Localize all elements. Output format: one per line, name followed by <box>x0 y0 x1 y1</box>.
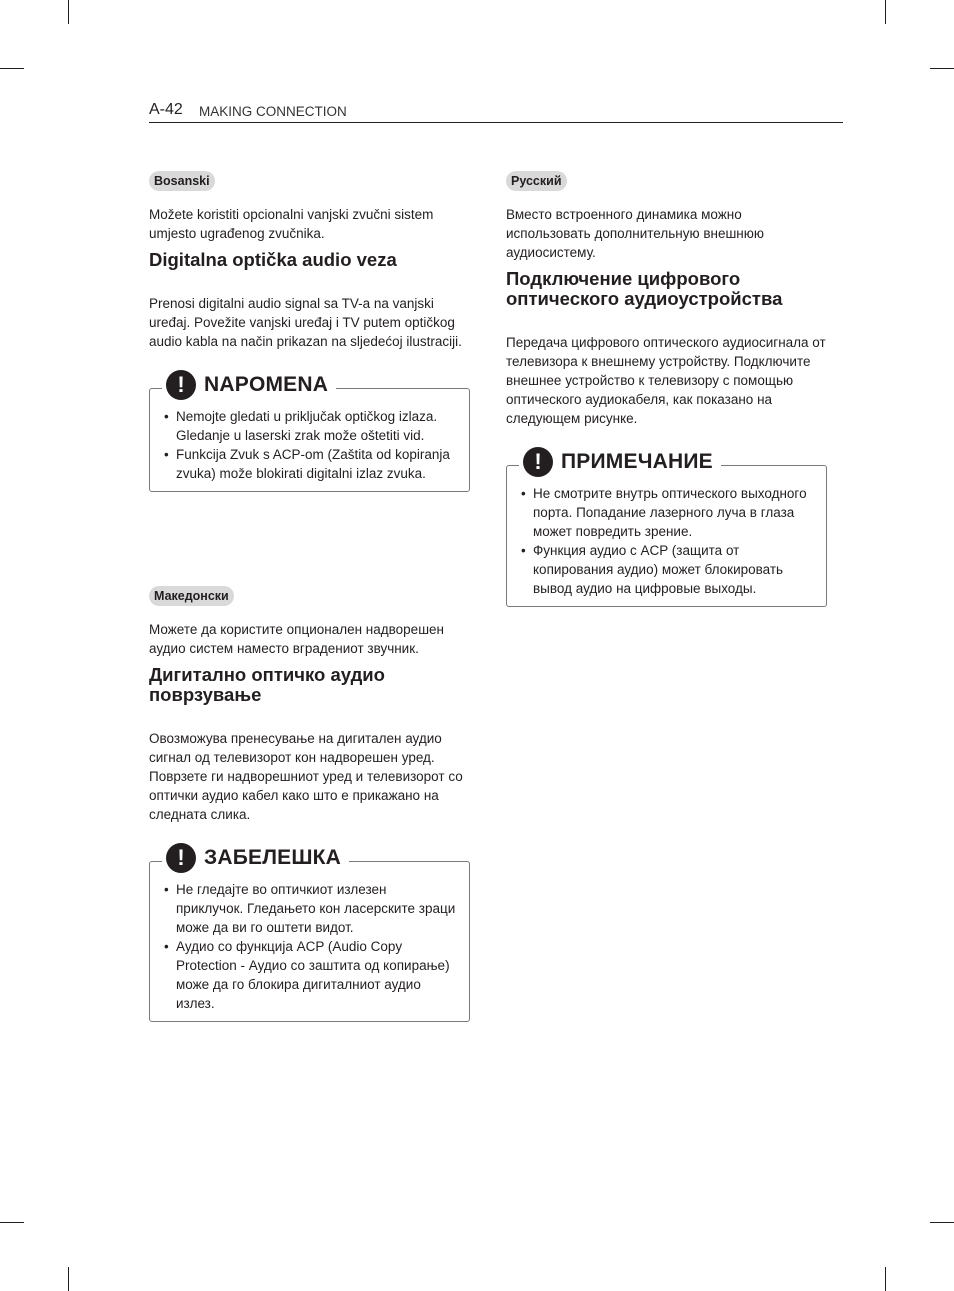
note-header <box>519 447 721 477</box>
language-tag: Bosanski <box>149 171 215 191</box>
exclamation-icon: ! <box>523 447 553 477</box>
language-tag: Русский <box>506 171 567 191</box>
section-heading: Дигитално оптичко аудио поврзување <box>149 664 385 705</box>
crop-mark <box>68 1267 69 1291</box>
crop-mark <box>885 0 886 24</box>
note-box <box>506 449 827 607</box>
note-box <box>149 845 470 1022</box>
bosnian-section <box>149 171 471 492</box>
note-title: ЗАБЕЛЕШКА <box>204 846 342 869</box>
intro-text: Можете да користите опционален надворешен аудио систем наместо вградениот звучник. <box>149 622 444 656</box>
body-text: Овозможува пренесување на дигитален аудио сигнал од телевизорот кон надворешен уред. Поврзете ги надворешниот уред и телевизорот со оптички аудио кабел како што е прикажано на следната слика. <box>149 731 463 822</box>
section-heading: Digitalna optička audio veza <box>149 249 397 270</box>
note-header <box>162 843 349 873</box>
note-box <box>149 372 470 492</box>
note-item: • Не смотрите внутрь оптического выходного порта. Попадание лазерного луча в глаза может повредить зрение. <box>519 484 814 541</box>
page-header <box>149 100 843 123</box>
crop-mark <box>930 1222 954 1223</box>
note-item: • Nemojte gledati u priključak optičkog izlaza. Gledanje u laserski zrak može oštetiti vid. <box>162 407 457 445</box>
crop-mark <box>0 68 24 69</box>
body-text: Prenosi digitalni audio signal sa TV-a na vanjski uređaj. Povežite vanjski uređaj i TV putem optičkog audio kabla na način prikazan na sljedećoj ilustraciji. <box>149 296 462 349</box>
section-heading: Подключение цифрового оптического аудиоустройства <box>506 268 783 309</box>
note-item: • Не гледајте во оптичкиот излезен приклучок. Гледањето кон ласерските зраци може да ви го оштети видот. <box>162 880 457 937</box>
note-title: NAPOMENA <box>204 373 329 396</box>
page-number: A-42 <box>149 101 183 118</box>
note-list <box>519 484 814 598</box>
crop-mark <box>0 1222 24 1223</box>
note-header <box>162 370 336 400</box>
intro-text: Вместо встроенного динамика можно использовать дополнительную внешнюю аудиосистему. <box>506 207 765 260</box>
language-tag: Македонски <box>149 586 234 606</box>
russian-section <box>506 171 828 607</box>
note-item: • Аудио со функција ACP (Audio Copy Protection - Аудио со заштита од копирање) може да го блокира дигиталниот аудио излез. <box>162 937 457 1013</box>
crop-mark <box>68 0 69 24</box>
note-title: ПРИМЕЧАНИЕ <box>561 450 713 473</box>
note-list <box>162 407 457 483</box>
note-item: • Функция аудио с ACP (защита от копирования аудио) может блокировать вывод аудио на цифровые выходы. <box>519 541 814 598</box>
note-list <box>162 880 457 1013</box>
section-title: MAKING CONNECTION <box>199 104 347 119</box>
crop-mark <box>885 1267 886 1291</box>
exclamation-icon: ! <box>166 370 196 400</box>
intro-text: Možete koristiti opcionalni vanjski zvučni sistem umjesto ugrađenog zvučnika. <box>149 207 434 241</box>
macedonian-section <box>149 586 471 1022</box>
body-text: Передача цифрового оптического аудиосигнала от телевизора к внешнему устройству. Подключите внешнее устройство к телевизору с помощью оптического аудиокабеля, как показано на следующем рисунке. <box>506 335 826 426</box>
crop-mark <box>930 68 954 69</box>
exclamation-icon: ! <box>166 843 196 873</box>
note-item: • Funkcija Zvuk s ACP-om (Zaštita od kopiranja zvuka) može blokirati digitalni izlaz zvuka. <box>162 445 457 483</box>
